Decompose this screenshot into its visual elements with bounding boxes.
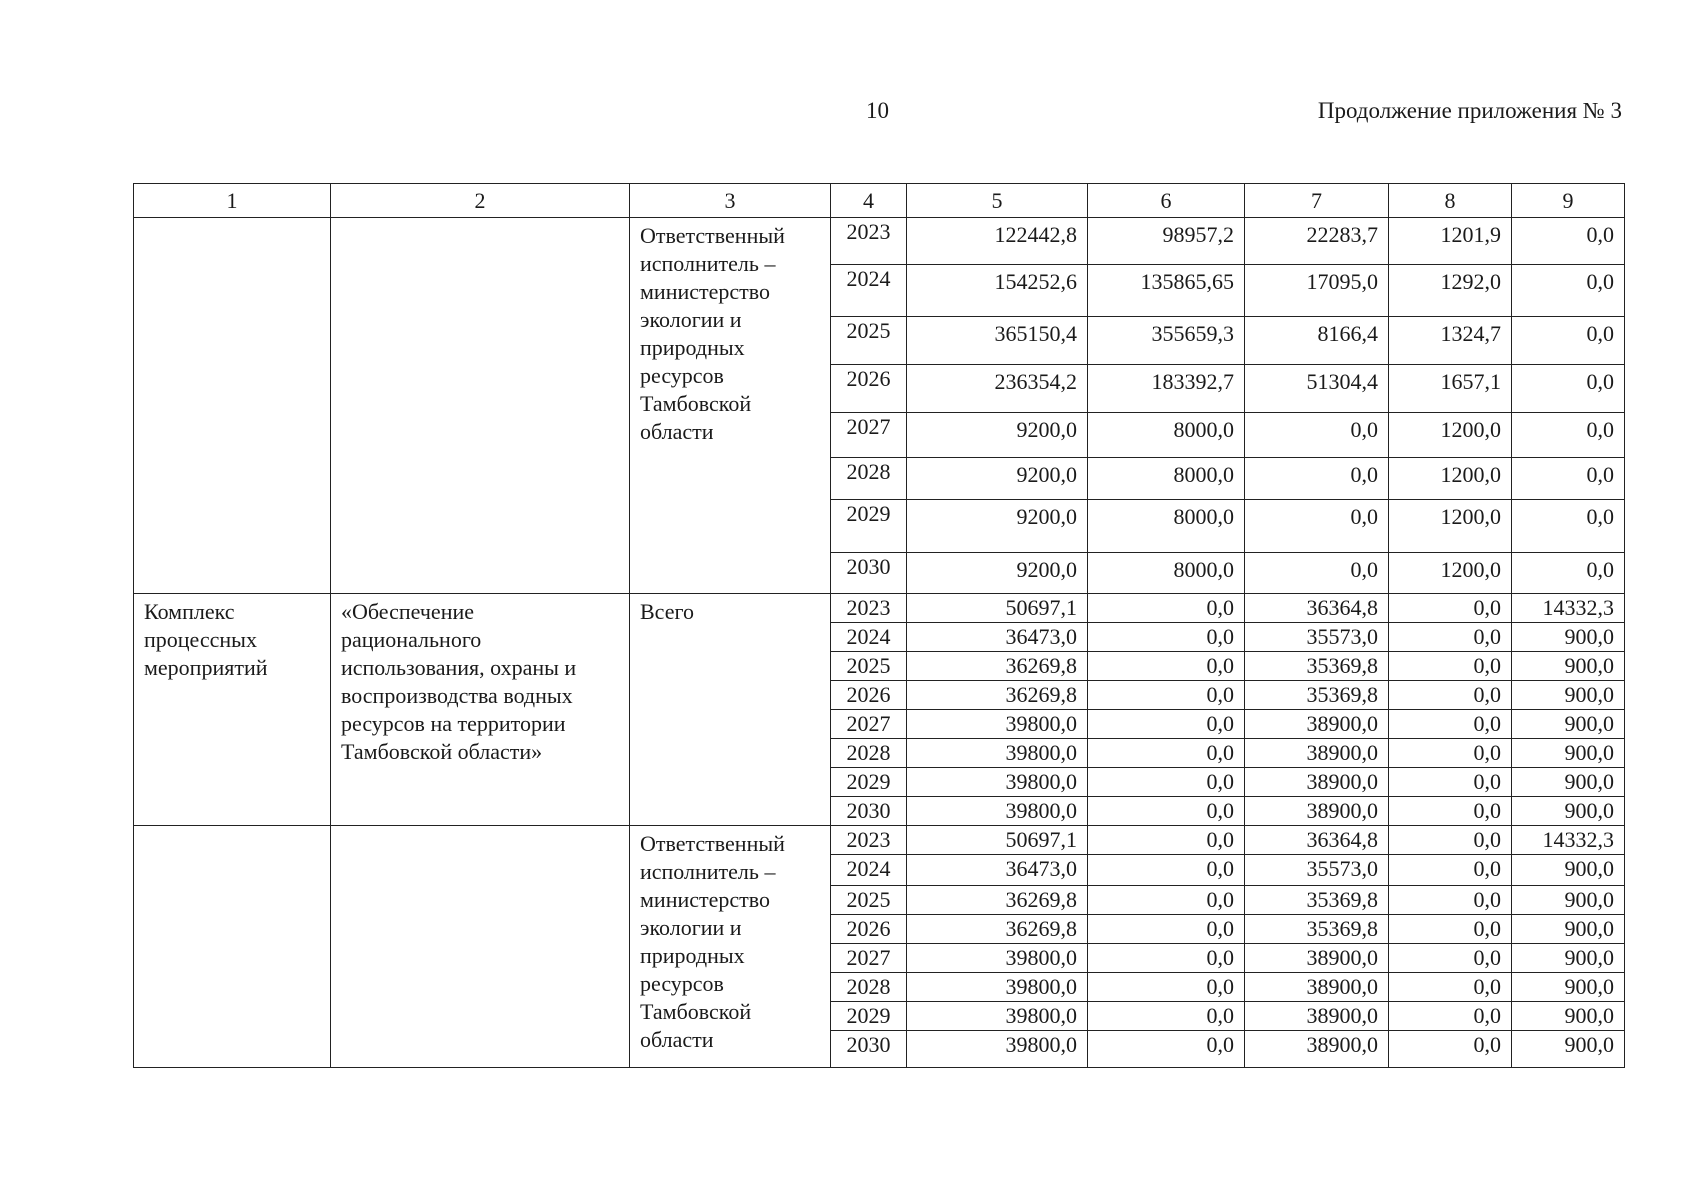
amount-cell-v8: 0,0 [1389, 944, 1512, 973]
amount-cell-v5: 9200,0 [907, 413, 1088, 458]
year-cell: 2023 [831, 218, 907, 265]
amount-cell-v8: 0,0 [1389, 1031, 1512, 1068]
table-header [134, 184, 1625, 218]
amount-cell-v6: 98957,2 [1088, 218, 1245, 265]
year-cell: 2030 [831, 797, 907, 826]
amount-cell-v7: 36364,8 [1245, 594, 1389, 623]
amount-cell-v9: 0,0 [1512, 413, 1625, 458]
amount-cell-v5: 122442,8 [907, 218, 1088, 265]
year-cell: 2029 [831, 1002, 907, 1031]
table-body [134, 218, 1625, 1068]
table-row [134, 218, 1625, 265]
budget-table [133, 183, 1625, 1068]
amount-cell-v8: 1657,1 [1389, 365, 1512, 413]
year-cell: 2028 [831, 973, 907, 1002]
amount-cell-v8: 1200,0 [1389, 500, 1512, 553]
amount-cell-v8: 0,0 [1389, 594, 1512, 623]
amount-cell-v7: 8166,4 [1245, 317, 1389, 365]
amount-cell-v7: 22283,7 [1245, 218, 1389, 265]
amount-cell-v7: 35369,8 [1245, 652, 1389, 681]
program-type-cell: Комплекс процессных мероприятий [134, 594, 331, 826]
amount-cell-v5: 39800,0 [907, 944, 1088, 973]
amount-cell-v5: 36269,8 [907, 915, 1088, 944]
amount-cell-v6: 355659,3 [1088, 317, 1245, 365]
amount-cell-v9: 0,0 [1512, 265, 1625, 317]
year-cell: 2025 [831, 652, 907, 681]
year-cell: 2026 [831, 915, 907, 944]
amount-cell-v5: 36269,8 [907, 681, 1088, 710]
amount-cell-v9: 0,0 [1512, 365, 1625, 413]
amount-cell-v6: 0,0 [1088, 1031, 1245, 1068]
amount-cell-v8: 0,0 [1389, 652, 1512, 681]
amount-cell-v6: 135865,65 [1088, 265, 1245, 317]
year-cell: 2025 [831, 317, 907, 365]
amount-cell-v5: 50697,1 [907, 826, 1088, 855]
program-name-cell [331, 826, 630, 1068]
page-number: 10 [866, 98, 889, 123]
amount-cell-v6: 8000,0 [1088, 458, 1245, 500]
amount-cell-v6: 8000,0 [1088, 553, 1245, 594]
amount-cell-v9: 900,0 [1512, 1002, 1625, 1031]
table-row [134, 826, 1625, 855]
amount-cell-v7: 38900,0 [1245, 1002, 1389, 1031]
amount-cell-v6: 0,0 [1088, 886, 1245, 915]
program-name-cell: «Обеспечение рационального использования, охраны и воспроизводства водных ресурсов на территории Тамбовской области» [331, 594, 630, 826]
amount-cell-v6: 8000,0 [1088, 500, 1245, 553]
amount-cell-v8: 0,0 [1389, 973, 1512, 1002]
amount-cell-v5: 36473,0 [907, 623, 1088, 652]
amount-cell-v8: 0,0 [1389, 768, 1512, 797]
amount-cell-v6: 0,0 [1088, 681, 1245, 710]
amount-cell-v8: 0,0 [1389, 1002, 1512, 1031]
year-cell: 2028 [831, 458, 907, 500]
amount-cell-v9: 0,0 [1512, 500, 1625, 553]
year-cell: 2027 [831, 710, 907, 739]
column-header: 1 [134, 184, 331, 218]
amount-cell-v9: 900,0 [1512, 681, 1625, 710]
table-row [134, 594, 1625, 623]
amount-cell-v6: 8000,0 [1088, 413, 1245, 458]
year-cell: 2025 [831, 886, 907, 915]
amount-cell-v9: 0,0 [1512, 317, 1625, 365]
amount-cell-v6: 0,0 [1088, 1002, 1245, 1031]
amount-cell-v9: 900,0 [1512, 973, 1625, 1002]
amount-cell-v9: 900,0 [1512, 886, 1625, 915]
amount-cell-v9: 900,0 [1512, 1031, 1625, 1068]
column-header: 3 [630, 184, 831, 218]
amount-cell-v9: 14332,3 [1512, 826, 1625, 855]
amount-cell-v7: 35369,8 [1245, 915, 1389, 944]
amount-cell-v5: 9200,0 [907, 458, 1088, 500]
amount-cell-v6: 0,0 [1088, 594, 1245, 623]
amount-cell-v9: 900,0 [1512, 855, 1625, 886]
amount-cell-v5: 39800,0 [907, 973, 1088, 1002]
amount-cell-v7: 0,0 [1245, 458, 1389, 500]
amount-cell-v9: 900,0 [1512, 915, 1625, 944]
executor-cell: Всего [630, 594, 831, 826]
amount-cell-v7: 35573,0 [1245, 855, 1389, 886]
column-header: 6 [1088, 184, 1245, 218]
amount-cell-v6: 0,0 [1088, 710, 1245, 739]
amount-cell-v5: 39800,0 [907, 1002, 1088, 1031]
amount-cell-v8: 1201,9 [1389, 218, 1512, 265]
amount-cell-v8: 1200,0 [1389, 458, 1512, 500]
amount-cell-v5: 36269,8 [907, 652, 1088, 681]
appendix-continuation-label: Продолжение приложения № 3 [1317, 98, 1622, 123]
amount-cell-v8: 0,0 [1389, 855, 1512, 886]
amount-cell-v8: 0,0 [1389, 797, 1512, 826]
amount-cell-v7: 35573,0 [1245, 623, 1389, 652]
amount-cell-v5: 9200,0 [907, 553, 1088, 594]
amount-cell-v9: 900,0 [1512, 710, 1625, 739]
amount-cell-v9: 900,0 [1512, 623, 1625, 652]
program-type-cell [134, 826, 331, 1068]
amount-cell-v6: 0,0 [1088, 768, 1245, 797]
year-cell: 2024 [831, 265, 907, 317]
amount-cell-v9: 0,0 [1512, 553, 1625, 594]
amount-cell-v6: 0,0 [1088, 855, 1245, 886]
amount-cell-v7: 38900,0 [1245, 710, 1389, 739]
year-cell: 2026 [831, 365, 907, 413]
amount-cell-v6: 183392,7 [1088, 365, 1245, 413]
amount-cell-v8: 0,0 [1389, 739, 1512, 768]
year-cell: 2024 [831, 623, 907, 652]
amount-cell-v6: 0,0 [1088, 623, 1245, 652]
year-cell: 2028 [831, 739, 907, 768]
column-header: 8 [1389, 184, 1512, 218]
amount-cell-v8: 1292,0 [1389, 265, 1512, 317]
year-cell: 2023 [831, 826, 907, 855]
amount-cell-v7: 0,0 [1245, 553, 1389, 594]
amount-cell-v6: 0,0 [1088, 826, 1245, 855]
amount-cell-v9: 900,0 [1512, 797, 1625, 826]
column-header: 4 [831, 184, 907, 218]
program-type-cell [134, 218, 331, 594]
amount-cell-v7: 38900,0 [1245, 944, 1389, 973]
amount-cell-v7: 0,0 [1245, 500, 1389, 553]
amount-cell-v7: 17095,0 [1245, 265, 1389, 317]
column-header: 9 [1512, 184, 1625, 218]
amount-cell-v8: 0,0 [1389, 915, 1512, 944]
column-header: 2 [331, 184, 630, 218]
amount-cell-v6: 0,0 [1088, 739, 1245, 768]
year-cell: 2023 [831, 594, 907, 623]
column-header: 7 [1245, 184, 1389, 218]
amount-cell-v5: 36473,0 [907, 855, 1088, 886]
year-cell: 2026 [831, 681, 907, 710]
amount-cell-v5: 236354,2 [907, 365, 1088, 413]
amount-cell-v6: 0,0 [1088, 973, 1245, 1002]
amount-cell-v8: 0,0 [1389, 710, 1512, 739]
amount-cell-v5: 39800,0 [907, 797, 1088, 826]
amount-cell-v5: 39800,0 [907, 1031, 1088, 1068]
amount-cell-v9: 0,0 [1512, 458, 1625, 500]
amount-cell-v7: 38900,0 [1245, 739, 1389, 768]
amount-cell-v9: 900,0 [1512, 944, 1625, 973]
amount-cell-v8: 0,0 [1389, 623, 1512, 652]
amount-cell-v7: 38900,0 [1245, 1031, 1389, 1068]
amount-cell-v7: 38900,0 [1245, 973, 1389, 1002]
amount-cell-v6: 0,0 [1088, 915, 1245, 944]
amount-cell-v8: 1324,7 [1389, 317, 1512, 365]
amount-cell-v6: 0,0 [1088, 944, 1245, 973]
amount-cell-v8: 0,0 [1389, 886, 1512, 915]
amount-cell-v9: 900,0 [1512, 739, 1625, 768]
year-cell: 2030 [831, 1031, 907, 1068]
amount-cell-v5: 365150,4 [907, 317, 1088, 365]
amount-cell-v7: 51304,4 [1245, 365, 1389, 413]
amount-cell-v8: 0,0 [1389, 826, 1512, 855]
amount-cell-v5: 50697,1 [907, 594, 1088, 623]
amount-cell-v9: 900,0 [1512, 768, 1625, 797]
amount-cell-v9: 900,0 [1512, 652, 1625, 681]
amount-cell-v6: 0,0 [1088, 652, 1245, 681]
amount-cell-v7: 0,0 [1245, 413, 1389, 458]
amount-cell-v9: 0,0 [1512, 218, 1625, 265]
year-cell: 2027 [831, 413, 907, 458]
amount-cell-v5: 39800,0 [907, 739, 1088, 768]
amount-cell-v8: 1200,0 [1389, 553, 1512, 594]
amount-cell-v7: 35369,8 [1245, 886, 1389, 915]
column-header: 5 [907, 184, 1088, 218]
amount-cell-v8: 1200,0 [1389, 413, 1512, 458]
year-cell: 2030 [831, 553, 907, 594]
program-name-cell [331, 218, 630, 594]
amount-cell-v7: 35369,8 [1245, 681, 1389, 710]
year-cell: 2029 [831, 500, 907, 553]
year-cell: 2029 [831, 768, 907, 797]
amount-cell-v7: 38900,0 [1245, 797, 1389, 826]
amount-cell-v5: 39800,0 [907, 768, 1088, 797]
executor-cell: Ответственный исполнитель – министерство экологии и природных ресурсов Тамбовской области [630, 218, 831, 594]
column-number-row [134, 184, 1625, 218]
amount-cell-v7: 36364,8 [1245, 826, 1389, 855]
amount-cell-v6: 0,0 [1088, 797, 1245, 826]
year-cell: 2024 [831, 855, 907, 886]
amount-cell-v5: 9200,0 [907, 500, 1088, 553]
amount-cell-v5: 36269,8 [907, 886, 1088, 915]
year-cell: 2027 [831, 944, 907, 973]
amount-cell-v5: 154252,6 [907, 265, 1088, 317]
amount-cell-v5: 39800,0 [907, 710, 1088, 739]
amount-cell-v8: 0,0 [1389, 681, 1512, 710]
amount-cell-v9: 14332,3 [1512, 594, 1625, 623]
amount-cell-v7: 38900,0 [1245, 768, 1389, 797]
executor-cell: Ответственный исполнитель – министерство экологии и природных ресурсов Тамбовской области [630, 826, 831, 1068]
